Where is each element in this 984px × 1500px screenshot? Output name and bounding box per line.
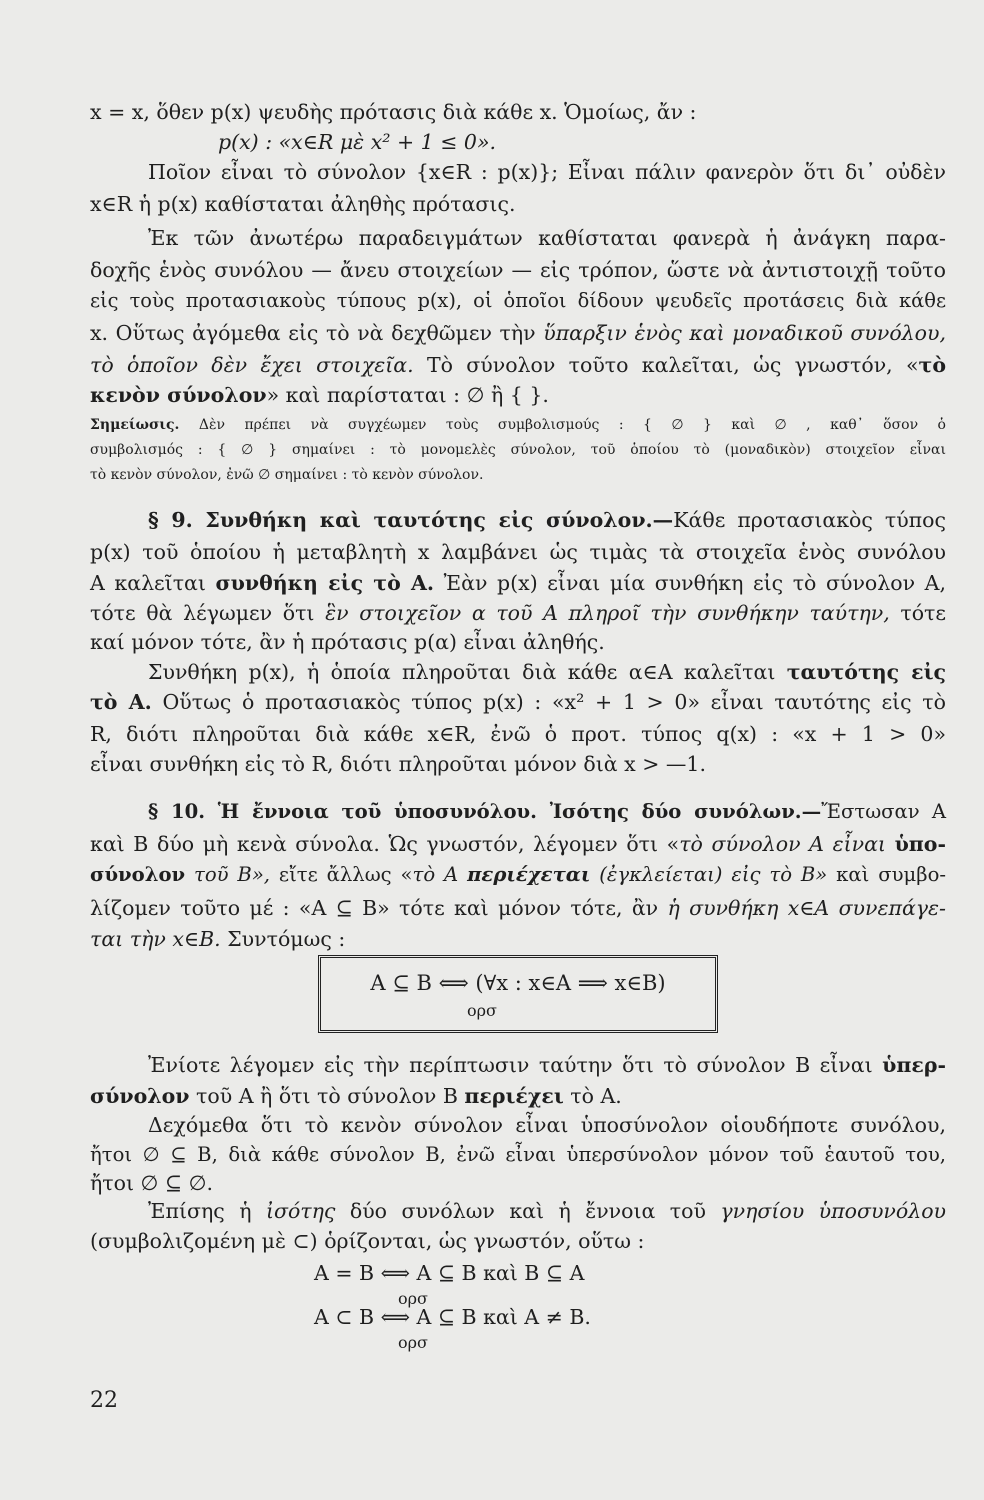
text-line: τὸ ὁποῖον δὲν ἔχει στοιχεῖα. Τὸ σύνολον τοῦτο καλεῖται, ὡς γνωστόν, «τὸ [90, 353, 946, 377]
section-heading-10: § 10. Ἡ ἔννοια τοῦ ὑποσυνόλου. Ἰσότης δύο συνόλων.—Ἔστωσαν Α [148, 800, 946, 823]
formula-line: p(x) : «x∈R μὲ x² + 1 ≤ 0». [218, 130, 497, 154]
text-line: x∈R ἡ p(x) καθίσταται ἀληθὴς πρότασις. [90, 192, 516, 216]
text-line: σύνολον τοῦ Α ἢ ὅτι τὸ σύνολον Β περιέχει τὸ Α. [90, 1084, 622, 1108]
text-line: κενὸν σύνολον» καὶ παρίσταται : ∅ ἢ { }. [90, 383, 549, 407]
definition-equality: Α = Β ⟺ Α ⊆ Β καὶ Β ⊆ Α [314, 1261, 585, 1285]
text-line: p(x) τοῦ ὁποίου ἡ μεταβλητὴ x λαμβάνει ὡς τιμὰς τὰ στοιχεῖα ἑνὸς συνόλου [90, 540, 946, 564]
text-line: Συνθήκη p(x), ἡ ὁποία πληροῦται διὰ κάθε α∈Α καλεῖται ταυτότης εἰς [148, 660, 946, 684]
note-line: Σημείωσις. Δὲν πρέπει νὰ συγχέωμεν τοὺς συμβολισμούς : { ∅ } καὶ ∅ , καθ᾿ ὅσον ὁ [90, 417, 946, 433]
text-line: x. Οὕτως ἀγόμεθα εἰς τὸ νὰ δεχθῶμεν τὴν ὕπαρξιν ἑνὸς καὶ μοναδικοῦ συνόλου, [90, 321, 946, 345]
text-line: καί μόνον τότε, ἂν ἡ πρότασις p(α) εἶναι ἀληθής. [90, 630, 605, 654]
text-line: σύνολον τοῦ Β», εἴτε ἄλλως «τὸ Α περιέχεται (ἐγκλείεται) εἰς τὸ Β» καὶ συμβο- [90, 863, 946, 886]
text-line: Ἐπίσης ἡ ἰσότης δύο συνόλων καὶ ἡ ἔννοια τοῦ γνησίου ὑποσυνόλου [148, 1199, 947, 1223]
text-line: εἶναι συνθήκη εἰς τὸ R, διότι πληροῦται μόνον διὰ x > —1. [90, 752, 706, 776]
definition-label: ορσ [398, 1289, 428, 1308]
text-line: Α καλεῖται συνθήκη εἰς τὸ Α. Ἐὰν p(x) εἶναι μία συνθήκη εἰς τὸ σύνολον Α, [90, 571, 946, 595]
text-line: τότε θὰ λέγωμεν ὅτι ἓν στοιχεῖον α τοῦ Α πληροῖ τὴν συνθήκην ταύτην, τότε [90, 601, 947, 625]
text-line: ἤτοι ∅ ⊆ Β, διὰ κάθε σύνολον Β, ἐνῶ εἶναι ὑπερσύνολον μόνον τοῦ ἑαυτοῦ του, [90, 1143, 946, 1166]
text-line: Ποῖον εἶναι τὸ σύνολον {x∈R : p(x)}; Εἶναι πάλιν φανερὸν ὅτι δι᾿ οὐδὲν [148, 160, 946, 184]
text-line: Ἐκ τῶν ἀνωτέρω παραδειγμάτων καθίσταται φανερὰ ἡ ἀνάγκη παρα- [148, 226, 946, 250]
text-line: (συμβολιζομένη μὲ ⊂) ὁρίζονται, ὡς γνωστόν, οὕτω : [90, 1229, 645, 1253]
text-line: τὸ Α. Οὕτως ὁ προτασιακὸς τύπος p(x) : «x² + 1 > 0» εἶναι ταυτότης εἰς τὸ [90, 690, 946, 714]
text-line: Δεχόμεθα ὅτι τὸ κενὸν σύνολον εἶναι ὑποσύνολον οἱουδήποτε συνόλου, [148, 1113, 946, 1137]
note-line: τὸ κενὸν σύνολον, ἐνῶ ∅ σημαίνει : τὸ κενὸν σύνολον. [90, 467, 484, 483]
text-line: ται τὴν x∈Β. Συντόμως : [90, 927, 346, 951]
text-line: εἰς τοὺς προτασιακοὺς τύπους p(x), οἱ ὁποῖοι δίδουν ψευδεῖς προτάσεις διὰ κάθε [90, 289, 946, 312]
text-line: δοχῆς ἑνὸς συνόλου — ἄνευ στοιχείων — εἰς τρόπον, ὥστε νὰ ἀντιστοιχῇ τοῦτο [90, 258, 946, 282]
definition-proper-subset: Α ⊂ Β ⟺ Α ⊆ Β καὶ Α ≠ Β. [314, 1305, 591, 1329]
definition-label: ορσ [398, 1333, 428, 1352]
definition-label: ορσ [467, 1001, 497, 1020]
definition-formula: Α ⊆ Β ⟺ (∀x : x∈Α ⟹ x∈Β) [370, 971, 666, 995]
definition-box [318, 955, 718, 1033]
text-line: x = x, ὅθεν p(x) ψευδὴς πρότασις διὰ κάθε x. Ὁμοίως, ἄν : [90, 100, 697, 124]
text-line: ἤτοι ∅ ⊆ ∅. [90, 1171, 213, 1195]
page-number: 22 [90, 1388, 118, 1413]
text-line: καὶ Β δύο μὴ κενὰ σύνολα. Ὡς γνωστόν, λέγομεν ὅτι «τὸ σύνολον Α εἶναι ὑπο- [90, 832, 946, 856]
text-line: R, διότι πληροῦται διὰ κάθε x∈R, ἐνῶ ὁ προτ. τύπος q(x) : «x + 1 > 0» [90, 722, 946, 746]
text-line: Ἐνίοτε λέγομεν εἰς τὴν περίπτωσιν ταύτην ὅτι τὸ σύνολον Β εἶναι ὑπερ- [148, 1053, 946, 1077]
note-line: συμβολισμός : { ∅ } σημαίνει : τὸ μονομελὲς σύνολον, τοῦ ὁποίου τὸ (μοναδικὸν) στοιχεῖον εἶναι [90, 442, 946, 458]
text-line: λίζομεν τοῦτο μέ : «Α ⊆ Β» τότε καὶ μόνον τότε, ἂν ἡ συνθήκη x∈Α συνεπάγε- [90, 896, 946, 920]
section-heading-9: § 9. Συνθήκη καὶ ταυτότης εἰς σύνολον.—Κάθε προτασιακὸς τύπος [148, 508, 946, 532]
